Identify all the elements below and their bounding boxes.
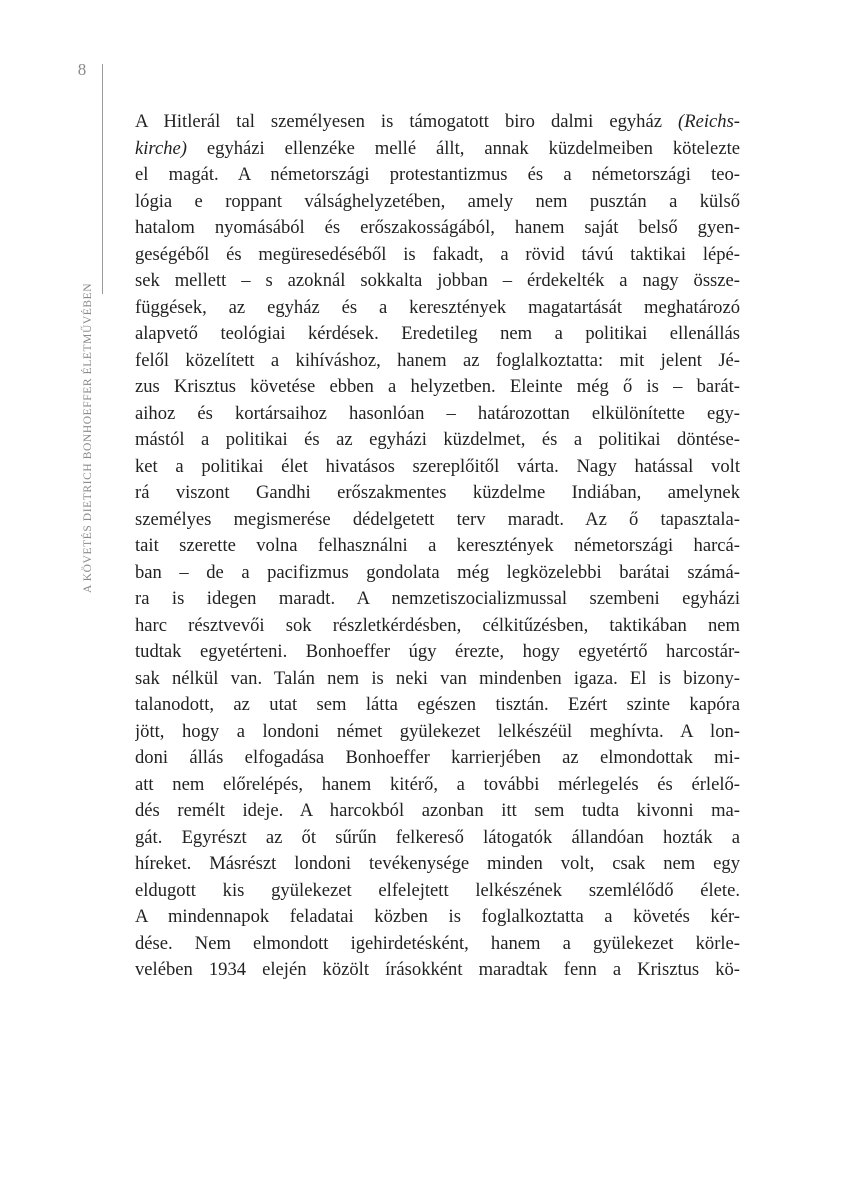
text-line-italic: kirche) xyxy=(135,137,187,159)
text-line xyxy=(135,162,740,189)
text-line xyxy=(135,295,740,322)
text-line xyxy=(135,878,740,905)
text-line xyxy=(135,507,740,534)
text-line xyxy=(135,348,740,375)
text-line-run: sak nélkül van. Talán nem is neki van mindenben igaza. El is bizony- xyxy=(135,667,740,689)
text-line-run: eldugott kis gyülekezet elfelejtett lelkészének szemlélődő élete. xyxy=(135,879,740,901)
text-line-run: hatalom nyomásából és erőszakosságából, hanem saját belső gyen- xyxy=(135,217,740,238)
text-line xyxy=(135,772,740,799)
body-text xyxy=(135,109,740,984)
text-line-italic: (Reichs- xyxy=(678,111,740,132)
text-line xyxy=(135,904,740,931)
text-line-run: A Hitlerál tal személyesen is támogatott biro dalmi egyház xyxy=(135,111,679,132)
text-line-run: rá viszont Gandhi erőszakmentes küzdelme Indiában, amelynek xyxy=(135,482,740,503)
text-line xyxy=(135,560,740,587)
text-line xyxy=(135,427,740,454)
running-head: A KÖVETÉS DIETRICH BONHOEFFER ÉLETMŰVÉBEN xyxy=(82,282,94,593)
text-line-run: velében 1934 elején közölt írásokként maradtak fenn a Krisztus kö- xyxy=(135,959,740,980)
text-line xyxy=(135,189,740,216)
text-line-run: geségéből és megüresedéséből is fakadt, a rövid távú taktikai lépé- xyxy=(135,243,740,265)
text-line-run: lógia e roppant válsághelyzetében, amely nem pusztán a külső xyxy=(135,190,740,212)
text-line xyxy=(135,613,740,640)
text-line xyxy=(135,798,740,825)
text-line-run: A mindennapok feladatai közben is foglalkoztatta a követés kér- xyxy=(135,906,740,927)
text-line xyxy=(135,480,740,507)
text-line-run: gát. Egyrészt az őt sűrűn felkereső látogatók állandóan hozták a xyxy=(135,826,740,848)
text-line-run: személyes megismerése dédelgetett terv maradt. Az ő tapasztala- xyxy=(135,508,740,530)
text-line xyxy=(135,268,740,295)
text-line-run: tait szerette volna felhasználni a keresztények németországi harcá- xyxy=(135,535,740,556)
text-line xyxy=(135,586,740,613)
text-line xyxy=(135,931,740,958)
text-line xyxy=(135,136,740,163)
text-line xyxy=(135,851,740,878)
text-line-run: zus Krisztus követése ebben a helyzetben. Eleinte még ő is – barát- xyxy=(135,376,740,397)
text-line-run: jött, hogy a londoni német gyülekezet lelkészéül meghívta. A lon- xyxy=(135,720,740,742)
text-line xyxy=(135,639,740,666)
text-line xyxy=(135,321,740,348)
text-line-run: híreket. Másrészt londoni tevékenysége minden volt, csak nem egy xyxy=(135,853,740,874)
text-line-run: függések, az egyház és a keresztények magatartását meghatározó xyxy=(135,296,740,318)
text-line-run: att nem előrelépés, hanem kitérő, a további mérlegelés és érlelő- xyxy=(135,773,740,795)
text-line xyxy=(135,454,740,481)
text-line xyxy=(135,692,740,719)
text-line xyxy=(135,745,740,772)
text-line xyxy=(135,109,740,136)
text-line-run: tudtak egyetérteni. Bonhoeffer úgy érezte, hogy egyetértő harcostár- xyxy=(135,641,740,662)
text-line xyxy=(135,242,740,269)
text-line-run: egyházi ellenzéke mellé állt, annak küzdelmeiben kötelezte xyxy=(186,137,740,159)
text-line-run: mástól a politikai és az egyházi küzdelmet, és a politikai döntése- xyxy=(135,429,740,450)
text-line xyxy=(135,719,740,746)
margin-rule xyxy=(102,64,103,294)
text-line xyxy=(135,825,740,852)
text-line-run: ra is idegen maradt. A nemzetiszocializmussal szembeni egyházi xyxy=(135,588,740,609)
text-line-run: sek mellett – s azoknál sokkalta jobban – érdekelték a nagy össze- xyxy=(135,270,740,291)
text-line xyxy=(135,215,740,242)
text-line-run: aihoz és kortársaihoz hasonlóan – határozottan elkülönítette egy- xyxy=(135,402,740,424)
text-line-run: ban – de a pacifizmus gondolata még legközelebbi barátai számá- xyxy=(135,561,740,583)
text-line xyxy=(135,533,740,560)
text-line-run: dése. Nem elmondott igehirdetésként, hanem a gyülekezet körle- xyxy=(135,932,740,954)
text-line-run: alapvető teológiai kérdések. Eredetileg nem a politikai ellenállás xyxy=(135,323,740,344)
text-line-run: el magát. A németországi protestantizmus és a németországi teo- xyxy=(135,164,740,185)
text-line xyxy=(135,401,740,428)
text-line-run: dés remélt ideje. A harcokból azonban itt sem tudta kivonni ma- xyxy=(135,800,740,821)
text-line-run: ket a politikai élet hivatásos szereplőitől várta. Nagy hatással volt xyxy=(135,455,740,477)
text-line-run: doni állás elfogadása Bonhoeffer karrierjében az elmondottak mi- xyxy=(135,747,740,768)
text-line-run: felől közelített a kihíváshoz, hanem az foglalkoztatta: mit jelent Jé- xyxy=(135,349,740,371)
text-line xyxy=(135,957,740,984)
text-line xyxy=(135,666,740,693)
text-line-run: talanodott, az utat sem látta egészen tisztán. Ezért szinte kapóra xyxy=(135,694,740,715)
text-line-run: harc résztvevői sok részletkérdésben, célkitűzésben, taktikában nem xyxy=(135,614,740,636)
page-number: 8 xyxy=(77,60,87,79)
text-line xyxy=(135,374,740,401)
